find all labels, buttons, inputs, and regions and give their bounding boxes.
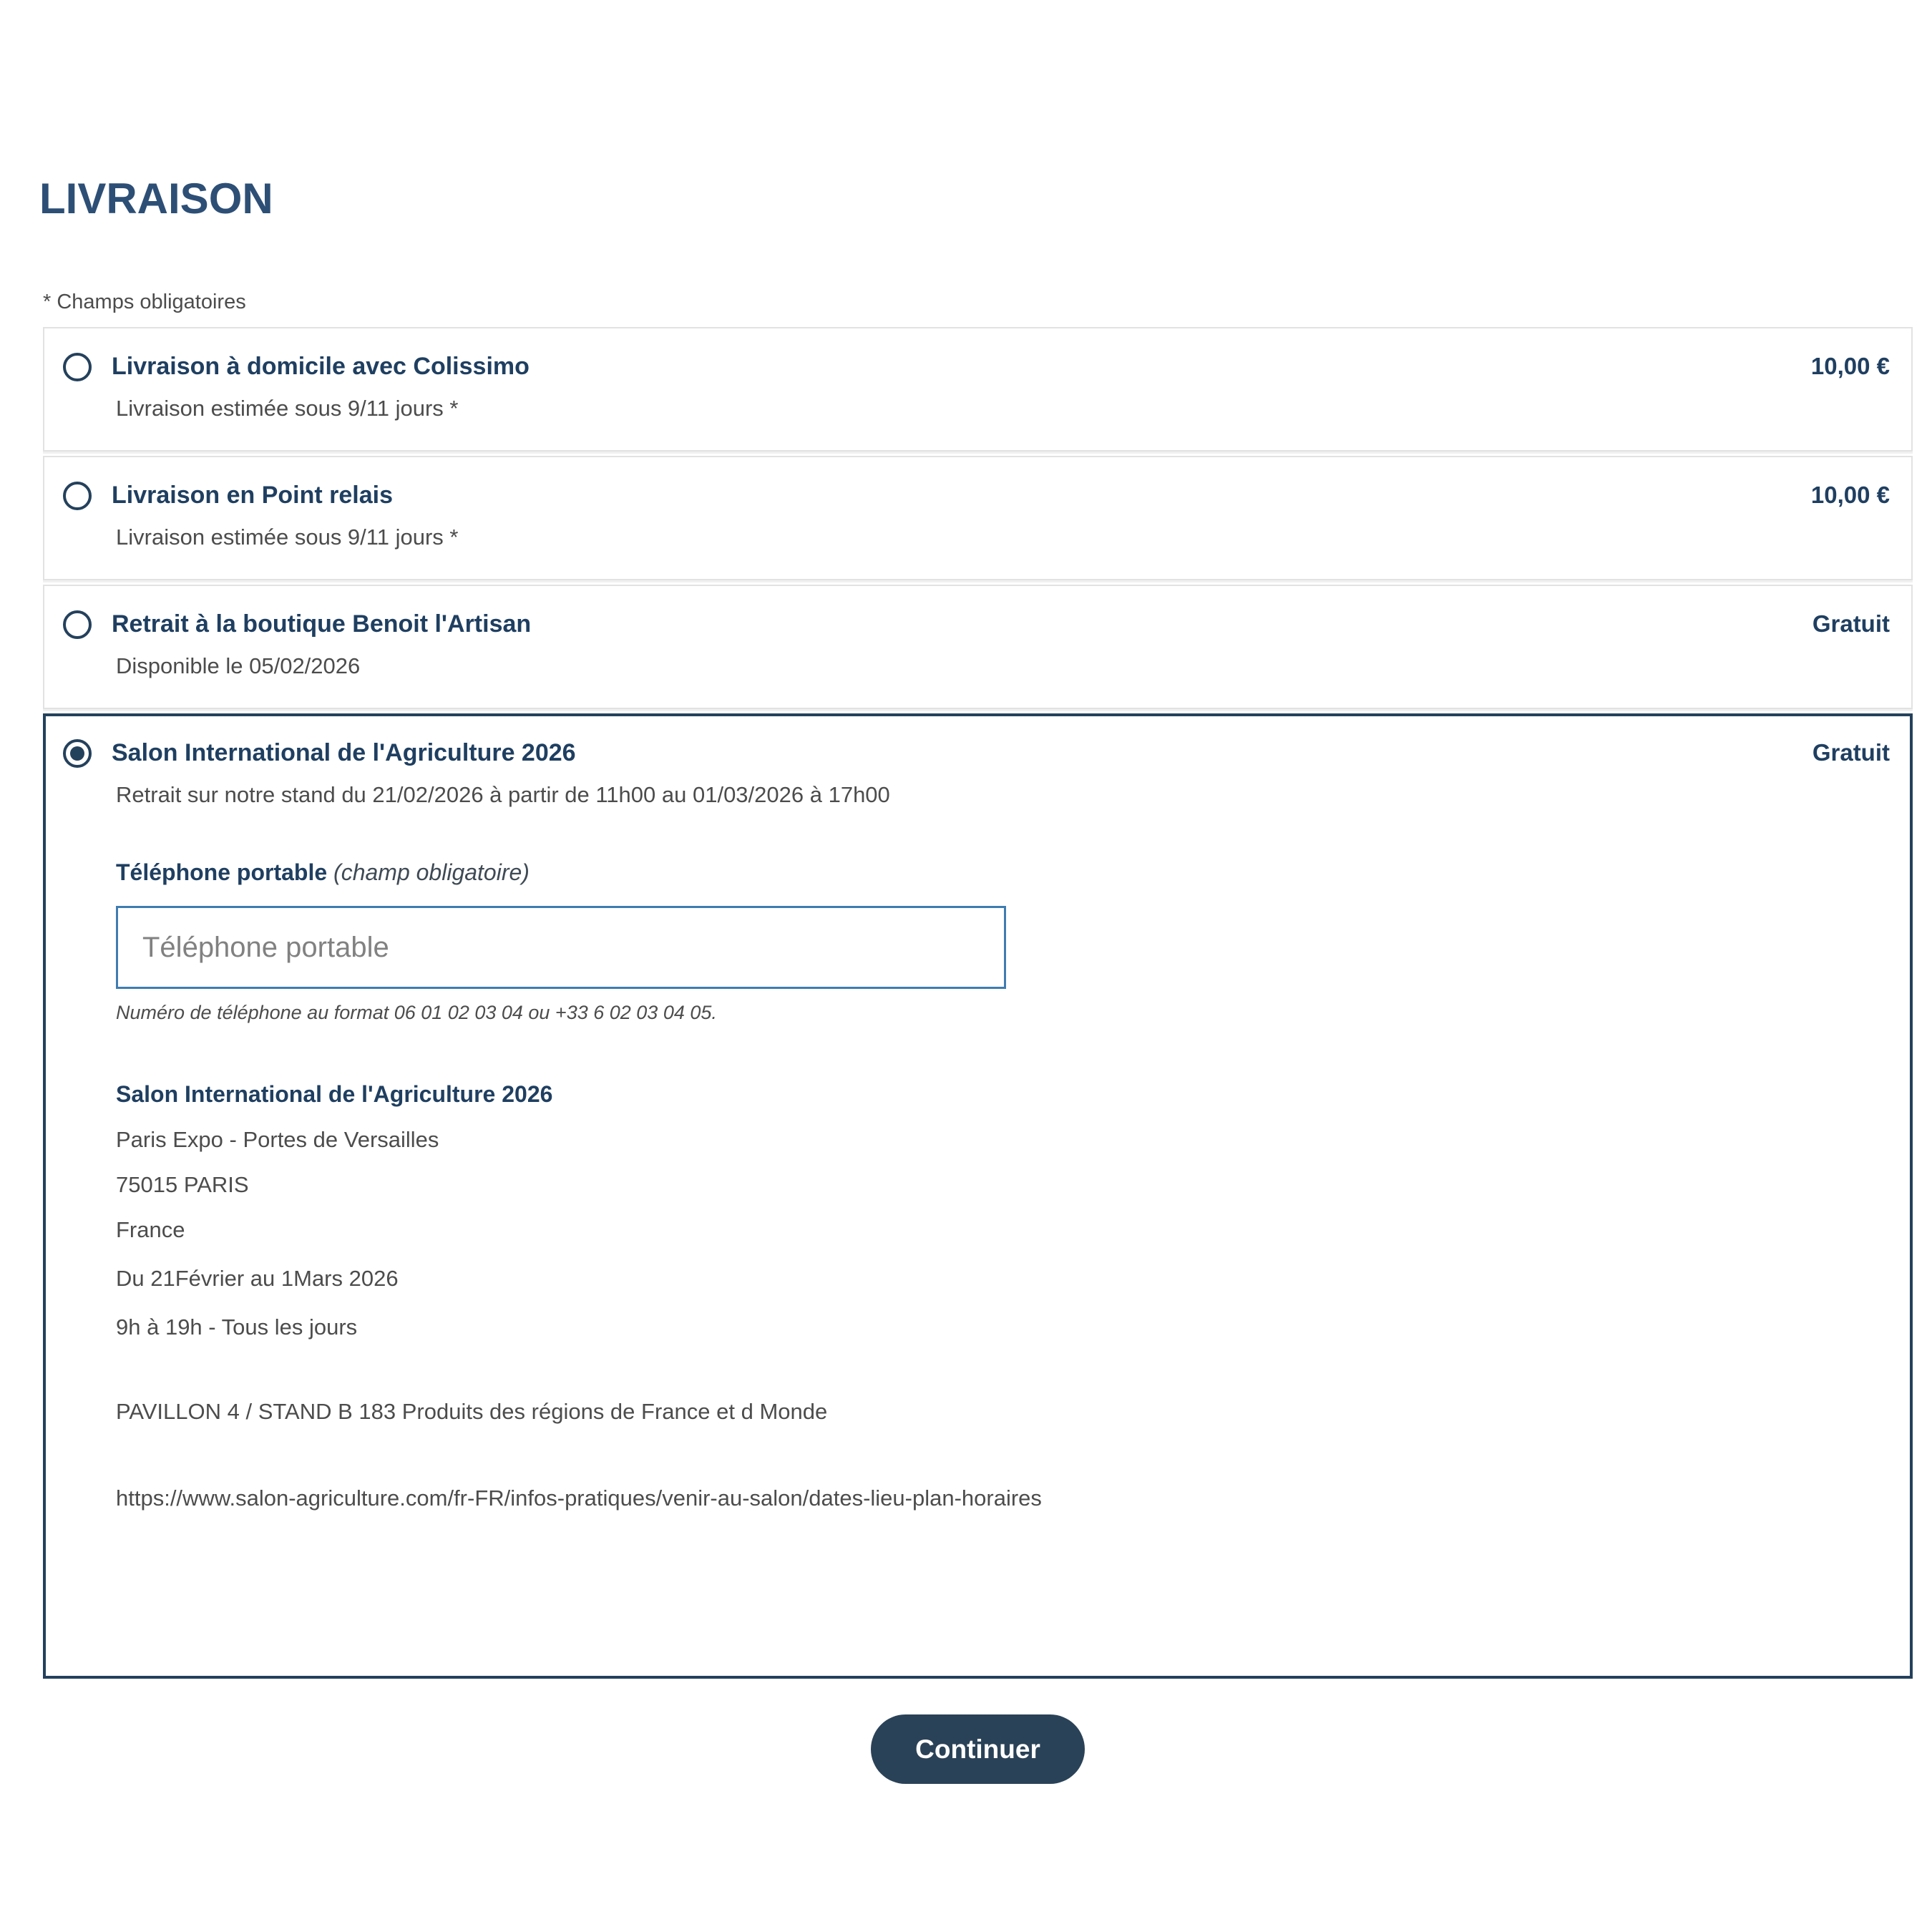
option-header: [63, 480, 1890, 510]
radio-button-selected[interactable]: [63, 739, 92, 768]
venue-url-text: https://www.salon-agriculture.com/fr-FR/infos-pratiques/venir-au-salon/dates-lieu-plan-horaires: [116, 1485, 1042, 1511]
option-subtitle: Disponible le 05/02/2026: [116, 653, 361, 678]
option-price: 10,00 €: [1810, 353, 1890, 379]
phone-label-required-note: (champ obligatoire): [333, 859, 530, 885]
option-subtitle: Livraison estimée sous 9/11 jours *: [116, 525, 459, 550]
venue-info-block: [116, 1081, 1890, 1340]
option-price: Gratuit: [1812, 610, 1890, 637]
required-fields-note: * Champs obligatoires: [43, 291, 246, 313]
option-title: Livraison à domicile avec Colissimo: [112, 353, 530, 380]
option-subtitle: Livraison estimée sous 9/11 jours *: [116, 396, 459, 421]
option-header: [63, 351, 1890, 381]
delivery-option-colissimo[interactable]: [43, 327, 1913, 452]
page-title: LIVRAISON: [39, 175, 273, 223]
option-subtitle: Retrait sur notre stand du 21/02/2026 à partir de 11h00 au 01/03/2026 à 17h00: [116, 782, 890, 807]
delivery-option-point-relais[interactable]: [43, 456, 1913, 580]
venue-stand-info: PAVILLON 4 / STAND B 183 Produits des régions de France et d Monde: [116, 1399, 828, 1424]
venue-address-line: France: [116, 1217, 185, 1242]
option-header: [63, 738, 1890, 768]
option-price: 10,00 €: [1810, 482, 1890, 508]
continue-button[interactable]: Continuer: [871, 1714, 1085, 1784]
phone-field-label: [116, 859, 1890, 886]
option-title: Retrait à la boutique Benoit l'Artisan: [112, 610, 532, 638]
option-price: Gratuit: [1812, 739, 1890, 766]
delivery-option-salon-agriculture[interactable]: [43, 713, 1913, 1679]
option-title: Salon International de l'Agriculture 2026: [112, 739, 576, 766]
radio-button-unselected[interactable]: [63, 610, 92, 639]
option-title: Livraison en Point relais: [112, 482, 394, 509]
form-actions: [43, 1714, 1913, 1784]
phone-label-text: Téléphone portable: [116, 859, 328, 885]
selected-option-details: [116, 859, 1890, 1511]
venue-hours-line: 9h à 19h - Tous les jours: [116, 1314, 358, 1340]
radio-button-unselected[interactable]: [63, 482, 92, 510]
phone-format-help: Numéro de téléphone au format 06 01 02 03 04 ou +33 6 02 03 04 05.: [116, 1002, 717, 1023]
delivery-options-list: [43, 327, 1913, 1679]
venue-address-line: Paris Expo - Portes de Versailles: [116, 1127, 439, 1152]
venue-name: Salon International de l'Agriculture 2026: [116, 1081, 553, 1107]
delivery-option-boutique[interactable]: [43, 585, 1913, 709]
option-header: [63, 609, 1890, 639]
phone-input[interactable]: [116, 906, 1006, 989]
radio-button-unselected[interactable]: [63, 353, 92, 381]
venue-address-line: 75015 PARIS: [116, 1172, 249, 1197]
delivery-section: [39, 0, 1913, 1784]
venue-dates-line: Du 21Février au 1Mars 2026: [116, 1266, 399, 1291]
